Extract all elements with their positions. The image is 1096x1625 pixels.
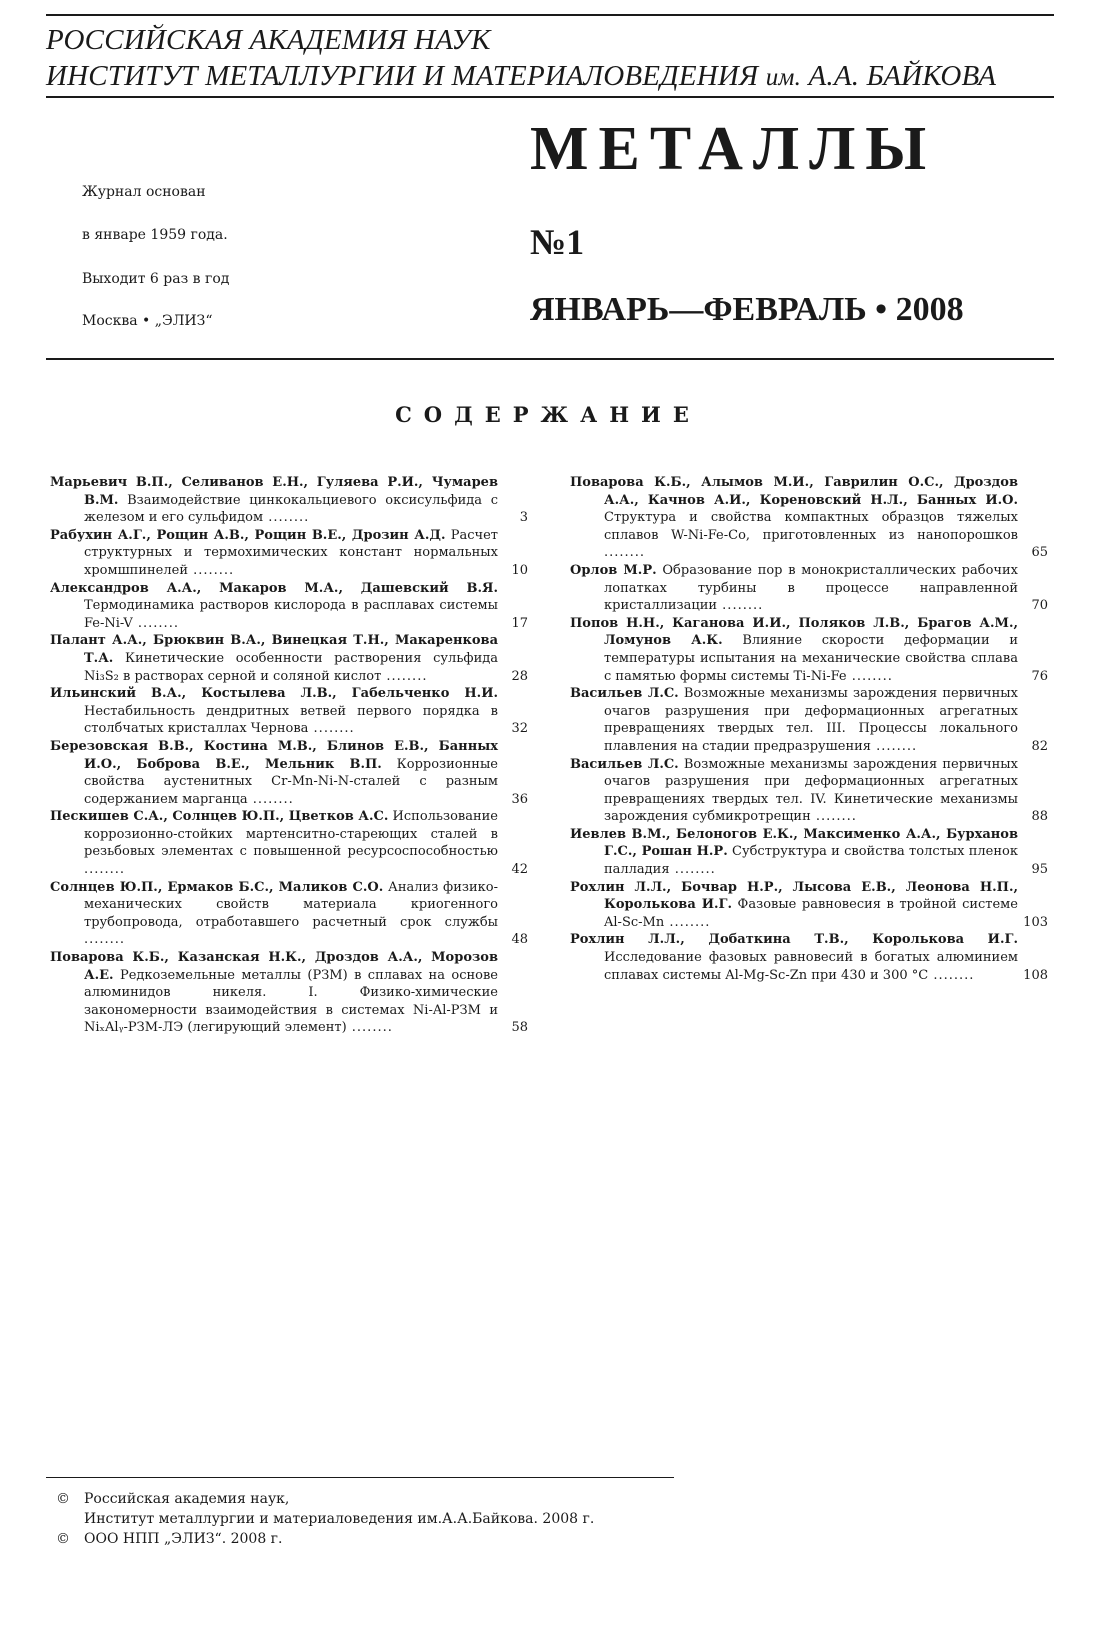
contents-entry — [50, 580, 528, 633]
entry-text — [570, 615, 1048, 685]
entry-page-number: 17 — [511, 615, 528, 631]
entry-title: Образование пор в монокристаллических рабочих лопатках турбины в процессе направленной кристаллизации — [604, 562, 1018, 614]
entry-text — [570, 931, 1048, 984]
entry-title-block — [570, 826, 1018, 879]
entry-text — [50, 580, 528, 633]
entry-authors: Марьевич В.П., Селиванов Е.Н., Гуляева Р.И., Чумарев В.М. — [50, 475, 498, 508]
contents-entry — [50, 879, 528, 949]
info-publisher: Москва • „ЭЛИЗ“ — [82, 313, 213, 329]
entry-text — [50, 527, 528, 580]
copyright-academy: Российская академия наук, — [84, 1491, 290, 1507]
copyright-publisher: ООО НПП „ЭЛИЗ“. 2008 г. — [84, 1531, 283, 1547]
entry-title-block — [50, 738, 498, 808]
entry-text — [570, 474, 1048, 562]
entry-page-number: 76 — [1031, 668, 1048, 684]
entry-page-number: 28 — [511, 668, 528, 684]
leader-dots: ........ — [84, 862, 126, 878]
leader-dots: ........ — [84, 932, 126, 948]
entry-text — [570, 826, 1048, 879]
copyright-symbol: © — [56, 1491, 70, 1507]
entry-title-block — [570, 474, 1018, 562]
entry-title-block — [50, 808, 498, 878]
info-founded: Журнал основан — [82, 184, 206, 200]
entry-page-number: 32 — [511, 721, 528, 737]
entry-page-number: 70 — [1031, 598, 1048, 614]
contents-right-column — [570, 474, 1048, 984]
entry-title-block — [50, 580, 498, 633]
entry-page-number: 95 — [1031, 862, 1048, 878]
entry-authors: Александров А.А., Макаров М.А., Дашевский В.Я. — [50, 580, 498, 596]
leader-dots: ........ — [717, 598, 764, 614]
entry-authors: Орлов М.Р. — [570, 562, 657, 578]
entry-title-block — [50, 879, 498, 949]
entry-text — [570, 879, 1048, 932]
entry-title-block — [570, 562, 1018, 615]
entry-title-block — [50, 527, 498, 580]
entry-authors: Рохлин Л.Л., Добаткина Т.В., Королькова И.Г. — [570, 932, 1018, 948]
info-frequency: Выходит 6 раз в год — [82, 271, 230, 287]
contents-entry — [50, 738, 528, 808]
entry-title-block — [570, 879, 1018, 932]
entry-authors: Палант А.А., Брюквин В.А., Винецкая Т.Н., Макаренкова Т.А. — [50, 633, 498, 666]
leader-dots: ........ — [669, 862, 716, 878]
entry-title: Нестабильность дендритных ветвей первого порядка в столбчатых кристаллах Чернова — [84, 703, 498, 737]
entry-title: Редкоземельные металлы (РЗМ) в сплавах на основе алюминидов никеля. I. Физико-химические закономерности взаимодействия в системах Ni-Al-РЗМ и NiₓAlᵧ-РЗМ-ЛЭ (легирующий элемент) — [84, 967, 498, 1036]
leader-dots: ........ — [928, 967, 975, 983]
copyright-institute: Институт металлургии и материаловедения им.А.А.Байкова. 2008 г. — [84, 1511, 595, 1527]
entry-authors: Березовская В.В., Костина М.В., Блинов Е.В., Банных И.О., Боброва В.Е., Мельник В.П. — [50, 738, 498, 772]
contents-entry — [570, 615, 1048, 685]
contents-entry — [570, 931, 1048, 984]
leader-dots: ........ — [846, 668, 893, 684]
institute-name — [46, 60, 1056, 94]
entry-authors: Васильев Л.С. — [570, 756, 679, 772]
entry-title-block — [570, 685, 1018, 755]
copyright-line-1 — [56, 1489, 594, 1509]
leader-dots: ........ — [664, 914, 711, 930]
entry-title-block — [50, 632, 498, 685]
entry-title: Термодинамика растворов кислорода в расплавах системы Fe-Ni-V — [84, 598, 498, 631]
entry-title: Использование коррозионно-стойких мартенситно-стареющих сталей в резьбовых элементах с повышенной ресурсоспособностью — [84, 809, 498, 860]
entry-text — [50, 474, 528, 527]
entry-text — [50, 738, 528, 808]
entry-text — [50, 949, 528, 1037]
issue-number: №1 — [530, 222, 585, 262]
contents-entry — [50, 474, 528, 527]
top-rule — [46, 14, 1054, 16]
entry-authors: Пескишев С.А., Солнцев Ю.П., Цветков А.С. — [50, 809, 389, 825]
entry-title-block — [50, 474, 498, 527]
entry-title-block — [570, 756, 1018, 826]
entry-authors: Ильинский В.А., Костылева Л.В., Габельченко Н.И. — [50, 686, 498, 702]
leader-dots: ........ — [132, 615, 179, 631]
contents-entry — [50, 527, 528, 580]
entry-title-block — [50, 685, 498, 738]
entry-authors: Васильев Л.С. — [570, 686, 679, 702]
entry-title-block — [50, 949, 498, 1037]
leader-dots: ........ — [187, 562, 235, 578]
masthead-bottom-rule — [46, 358, 1054, 360]
issue-date: ЯНВАРЬ—ФЕВРАЛЬ • 2008 — [530, 291, 964, 328]
entry-title: Коррозионные свойства аустенитных Cr-Mn-Ni-N-сталей с разным содержанием марганца — [84, 756, 498, 807]
entry-page-number: 10 — [511, 562, 528, 578]
entry-title: Анализ физико-механических свойств материала криогенного трубопровода, отработавшего расчетный срок службы — [84, 879, 498, 930]
entry-title: Расчет структурных и термохимических констант нормальных хромшпинелей — [84, 527, 498, 578]
entry-page-number: 65 — [1031, 545, 1048, 561]
footer-rule — [46, 1477, 674, 1478]
entry-page-number: 88 — [1031, 809, 1048, 825]
leader-dots: ........ — [346, 1020, 393, 1036]
entry-authors: Солнцев Ю.П., Ермаков Б.С., Маликов С.О. — [50, 879, 384, 895]
entry-authors: Поварова К.Б., Алымов М.И., Гаврилин О.С., Дроздов А.А., Качнов А.И., Кореновский Н.Л., Банных И.О. — [570, 475, 1018, 508]
entry-page-number: 42 — [511, 862, 528, 878]
entry-authors: Поварова К.Б., Казанская Н.К., Дроздов А.А., Морозов А.Е. — [50, 950, 498, 983]
entry-title: Влияние скорости деформации и температуры испытания на механические свойства сплава с памятью формы системы Ti-Ni-Fe — [604, 633, 1019, 684]
leader-dots: ........ — [263, 510, 310, 526]
entry-text — [570, 685, 1048, 755]
entry-page-number: 3 — [519, 510, 528, 526]
entry-title: Фазовые равновесия в тройной системе Al-Sc-Mn — [604, 897, 1018, 930]
copyright-footer — [56, 1489, 594, 1549]
contents-heading: СОДЕРЖАНИЕ — [395, 402, 701, 427]
entry-title: Субструктура и свойства толстых пленок палладия — [604, 844, 1018, 878]
entry-page-number: 82 — [1031, 738, 1048, 754]
entry-page-number: 58 — [511, 1020, 528, 1036]
copyright-line-3 — [56, 1529, 594, 1549]
entry-title: Возможные механизмы зарождения первичных очагов разрушения при деформационных агрегатных превращениях твердых тел. IV. Кинетические механизмы зарождения субмикротрещин — [604, 756, 1018, 825]
contents-entry — [50, 685, 528, 738]
entry-text — [50, 632, 528, 685]
contents-entry — [50, 632, 528, 685]
info-founded-date: в январе 1959 года. — [82, 227, 228, 243]
academy-name: РОССИЙСКАЯ АКАДЕМИЯ НАУК — [46, 24, 491, 56]
institute-name-main: ИНСТИТУТ МЕТАЛЛУРГИИ И МАТЕРИАЛОВЕДЕНИЯ — [46, 60, 766, 92]
contents-entry — [50, 808, 528, 878]
entry-text — [50, 879, 528, 949]
contents-entry — [570, 685, 1048, 755]
entry-authors: Рабухин А.Г., Рощин А.В., Рощин В.Е., Дрозин А.Д. — [50, 527, 446, 543]
contents-entry — [570, 879, 1048, 932]
entry-text — [50, 685, 528, 738]
institute-name-im: им. — [765, 64, 802, 91]
copyright-symbol: © — [56, 1531, 70, 1547]
entry-text — [50, 808, 528, 878]
entry-title-block — [570, 931, 1018, 984]
entry-title: Взаимодействие цинкокальциевого оксисульфида с железом и его сульфидом — [84, 492, 498, 526]
leader-dots: ........ — [810, 809, 857, 825]
entry-authors: Иевлев В.М., Белоногов Е.К., Максименко А.А., Бурханов Г.С., Рошан Н.Р. — [570, 826, 1018, 860]
contents-entry — [570, 756, 1048, 826]
entry-text — [570, 756, 1048, 826]
contents-entry — [570, 474, 1048, 562]
entry-text — [570, 562, 1048, 615]
journal-title: МЕТАЛЛЫ — [530, 115, 937, 183]
header-rule — [46, 96, 1054, 98]
leader-dots: ........ — [381, 668, 428, 684]
entry-page-number: 103 — [1023, 914, 1048, 930]
entry-authors: Попов Н.Н., Каганова И.И., Поляков Л.В., Брагов А.М., Ломунов А.К. — [570, 615, 1018, 649]
contents-entry — [570, 826, 1048, 879]
entry-title: Исследование фазовых равновесий в богатых алюминием сплавах системы Al-Mg-Sc-Zn при 430 и 300 °С — [604, 950, 1018, 983]
contents-left-column — [50, 474, 528, 1037]
entry-title: Кинетические особенности растворения сульфида Ni₃S₂ в растворах серной и соляной кислот — [84, 650, 498, 684]
entry-page-number: 108 — [1023, 967, 1048, 983]
entry-authors: Рохлин Л.Л., Бочвар Н.Р., Лысова Е.В., Леонова Н.П., Королькова И.Г. — [570, 879, 1018, 913]
copyright-line-2 — [56, 1509, 594, 1529]
entry-title: Структура и свойства компактных образцов тяжелых сплавов W-Ni-Fe-Co, приготовленных из нанопорошков — [604, 510, 1018, 543]
institute-name-person: А.А. БАЙКОВА — [801, 60, 997, 92]
leader-dots: ........ — [308, 721, 355, 737]
entry-title-block — [570, 615, 1019, 685]
contents-entry — [50, 949, 528, 1037]
leader-dots: ........ — [247, 791, 294, 807]
leader-dots: ........ — [604, 545, 646, 561]
entry-page-number: 48 — [511, 932, 528, 948]
entry-page-number: 36 — [511, 791, 528, 807]
leader-dots: ........ — [870, 738, 918, 754]
entry-title: Возможные механизмы зарождения первичных очагов разрушения при деформационных агрегатных превращениях твердых тел. III. Процессы локального плавления на стадии предразрушения — [604, 686, 1018, 754]
contents-entry — [570, 562, 1048, 615]
